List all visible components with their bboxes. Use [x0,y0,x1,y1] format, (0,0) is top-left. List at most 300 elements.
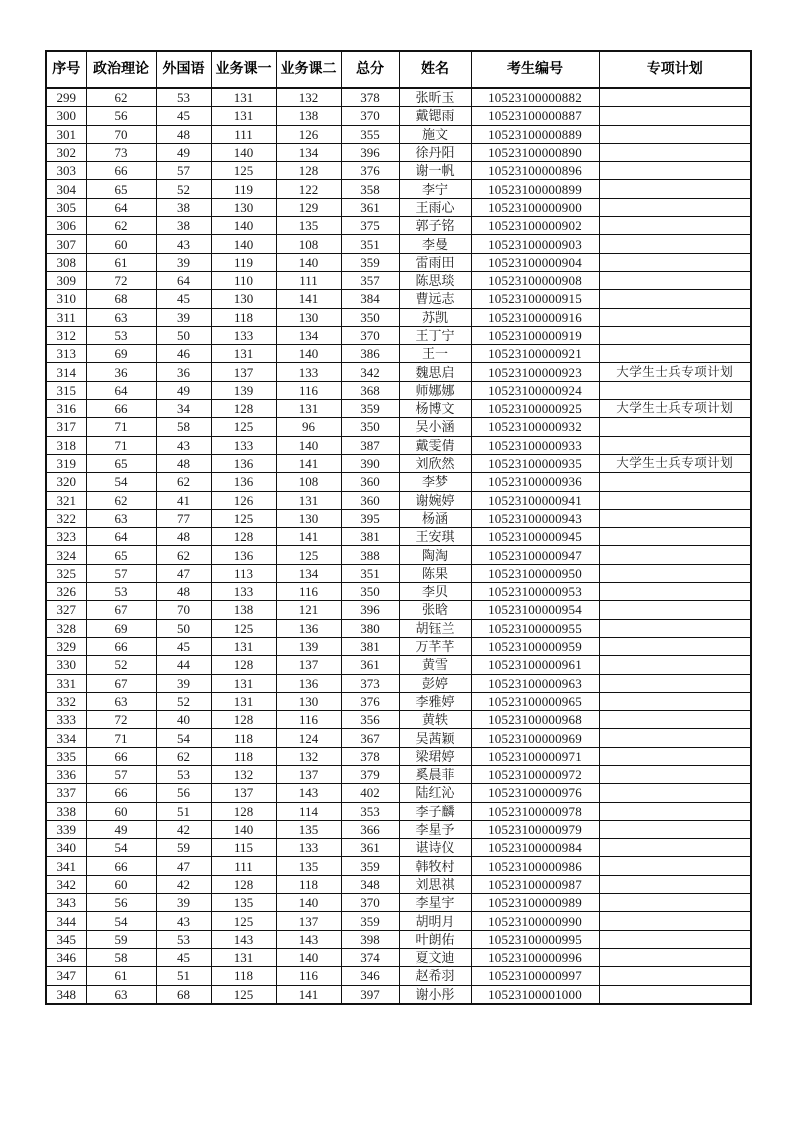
column-header-foreign-language: 外国语 [156,51,211,88]
cell-serial: 301 [46,125,86,143]
cell-total: 387 [341,436,399,454]
cell-total: 367 [341,729,399,747]
table-row [46,326,751,344]
cell-special-plan [599,436,751,454]
table-row [46,747,751,765]
cell-name: 戴锶雨 [399,107,471,125]
cell-course-2: 134 [276,564,341,582]
cell-politics: 66 [86,747,156,765]
table-row [46,345,751,363]
cell-course-2: 108 [276,473,341,491]
cell-candidate-id: 10523100000882 [471,88,599,107]
cell-candidate-id: 10523100000978 [471,802,599,820]
cell-total: 351 [341,564,399,582]
cell-course-1: 140 [211,143,276,161]
cell-foreign-language: 50 [156,619,211,637]
cell-total: 381 [341,528,399,546]
cell-total: 381 [341,637,399,655]
cell-name: 李宁 [399,180,471,198]
cell-foreign-language: 64 [156,271,211,289]
cell-course-1: 131 [211,674,276,692]
table-row [46,546,751,564]
cell-serial: 342 [46,875,86,893]
cell-name: 叶朗佑 [399,930,471,948]
cell-candidate-id: 10523100000935 [471,454,599,472]
cell-candidate-id: 10523100000921 [471,345,599,363]
cell-course-1: 111 [211,857,276,875]
cell-serial: 322 [46,509,86,527]
table-row [46,381,751,399]
cell-politics: 62 [86,491,156,509]
column-header-total: 总分 [341,51,399,88]
cell-course-2: 140 [276,948,341,966]
cell-course-2: 134 [276,326,341,344]
cell-total: 402 [341,784,399,802]
cell-special-plan [599,820,751,838]
cell-foreign-language: 39 [156,308,211,326]
table-row [46,619,751,637]
table-row [46,601,751,619]
table-row [46,308,751,326]
cell-serial: 343 [46,894,86,912]
cell-candidate-id: 10523100000953 [471,583,599,601]
cell-special-plan [599,619,751,637]
cell-course-2: 116 [276,381,341,399]
cell-politics: 71 [86,418,156,436]
cell-course-1: 132 [211,765,276,783]
cell-name: 曹远志 [399,290,471,308]
cell-special-plan [599,857,751,875]
cell-total: 366 [341,820,399,838]
column-header-course-1: 业务课一 [211,51,276,88]
cell-course-2: 124 [276,729,341,747]
cell-foreign-language: 49 [156,143,211,161]
cell-foreign-language: 62 [156,546,211,564]
cell-course-2: 118 [276,875,341,893]
cell-politics: 72 [86,711,156,729]
table-row [46,930,751,948]
cell-foreign-language: 45 [156,290,211,308]
cell-total: 396 [341,143,399,161]
cell-course-2: 96 [276,418,341,436]
cell-course-2: 141 [276,454,341,472]
cell-foreign-language: 57 [156,162,211,180]
cell-special-plan [599,784,751,802]
table-row [46,857,751,875]
cell-candidate-id: 10523100000915 [471,290,599,308]
cell-total: 360 [341,491,399,509]
table-row [46,784,751,802]
cell-foreign-language: 68 [156,985,211,1004]
cell-special-plan [599,802,751,820]
cell-total: 386 [341,345,399,363]
cell-total: 380 [341,619,399,637]
cell-total: 378 [341,88,399,107]
cell-foreign-language: 39 [156,674,211,692]
cell-course-1: 126 [211,491,276,509]
table-row [46,711,751,729]
cell-politics: 62 [86,88,156,107]
cell-special-plan [599,381,751,399]
cell-course-2: 121 [276,601,341,619]
cell-name: 杨涵 [399,509,471,527]
table-row [46,509,751,527]
cell-foreign-language: 53 [156,765,211,783]
cell-total: 346 [341,967,399,985]
table-row [46,162,751,180]
cell-course-1: 137 [211,363,276,381]
cell-politics: 63 [86,985,156,1004]
cell-special-plan [599,894,751,912]
cell-candidate-id: 10523100000887 [471,107,599,125]
cell-politics: 56 [86,894,156,912]
table-row [46,765,751,783]
cell-candidate-id: 10523100000936 [471,473,599,491]
cell-total: 370 [341,894,399,912]
cell-course-2: 141 [276,528,341,546]
cell-serial: 311 [46,308,86,326]
table-row [46,88,751,107]
cell-foreign-language: 44 [156,656,211,674]
cell-candidate-id: 10523100000924 [471,381,599,399]
cell-course-1: 140 [211,217,276,235]
cell-total: 350 [341,418,399,436]
cell-serial: 320 [46,473,86,491]
cell-special-plan [599,491,751,509]
column-header-special-plan: 专项计划 [599,51,751,88]
cell-candidate-id: 10523100000959 [471,637,599,655]
cell-course-2: 131 [276,400,341,418]
table-row [46,125,751,143]
score-table [45,50,752,1005]
cell-name: 黄轶 [399,711,471,729]
cell-course-2: 116 [276,583,341,601]
score-table-container [45,50,752,1005]
cell-course-1: 128 [211,656,276,674]
column-header-serial: 序号 [46,51,86,88]
cell-course-1: 128 [211,400,276,418]
cell-serial: 333 [46,711,86,729]
cell-course-1: 136 [211,473,276,491]
cell-candidate-id: 10523100000961 [471,656,599,674]
table-row [46,143,751,161]
cell-total: 350 [341,308,399,326]
cell-name: 胡钰兰 [399,619,471,637]
cell-politics: 66 [86,400,156,418]
cell-special-plan [599,418,751,436]
cell-course-2: 111 [276,271,341,289]
cell-politics: 54 [86,912,156,930]
cell-candidate-id: 10523100000965 [471,692,599,710]
cell-special-plan [599,162,751,180]
cell-foreign-language: 38 [156,217,211,235]
cell-course-2: 116 [276,711,341,729]
cell-serial: 339 [46,820,86,838]
cell-politics: 66 [86,637,156,655]
cell-politics: 60 [86,235,156,253]
cell-candidate-id: 10523100000943 [471,509,599,527]
cell-name: 梁珺婷 [399,747,471,765]
cell-foreign-language: 49 [156,381,211,399]
cell-serial: 309 [46,271,86,289]
cell-candidate-id: 10523100000925 [471,400,599,418]
cell-course-2: 108 [276,235,341,253]
cell-foreign-language: 51 [156,802,211,820]
cell-course-2: 130 [276,308,341,326]
cell-politics: 54 [86,839,156,857]
cell-serial: 303 [46,162,86,180]
cell-special-plan: 大学生士兵专项计划 [599,400,751,418]
cell-politics: 72 [86,271,156,289]
cell-politics: 66 [86,784,156,802]
cell-course-2: 140 [276,436,341,454]
cell-politics: 57 [86,765,156,783]
cell-name: 李子麟 [399,802,471,820]
cell-serial: 321 [46,491,86,509]
cell-serial: 315 [46,381,86,399]
cell-course-1: 113 [211,564,276,582]
cell-politics: 60 [86,802,156,820]
cell-special-plan [599,473,751,491]
cell-course-1: 128 [211,711,276,729]
cell-special-plan: 大学生士兵专项计划 [599,363,751,381]
cell-course-2: 141 [276,290,341,308]
cell-name: 李星宇 [399,894,471,912]
cell-candidate-id: 10523100000971 [471,747,599,765]
cell-foreign-language: 43 [156,912,211,930]
cell-name: 王安琪 [399,528,471,546]
cell-course-2: 128 [276,162,341,180]
cell-serial: 318 [46,436,86,454]
cell-name: 张昕玉 [399,88,471,107]
cell-total: 398 [341,930,399,948]
cell-foreign-language: 58 [156,418,211,436]
cell-name: 胡明月 [399,912,471,930]
cell-course-1: 133 [211,436,276,454]
cell-foreign-language: 45 [156,637,211,655]
cell-course-1: 131 [211,948,276,966]
cell-foreign-language: 48 [156,528,211,546]
cell-special-plan [599,528,751,546]
cell-foreign-language: 43 [156,436,211,454]
cell-course-2: 140 [276,345,341,363]
cell-special-plan [599,253,751,271]
cell-politics: 58 [86,948,156,966]
cell-course-1: 131 [211,88,276,107]
cell-course-2: 141 [276,985,341,1004]
cell-name: 徐丹阳 [399,143,471,161]
cell-name: 戴雯倩 [399,436,471,454]
cell-special-plan [599,180,751,198]
cell-course-1: 133 [211,583,276,601]
cell-name: 彭婷 [399,674,471,692]
cell-special-plan [599,656,751,674]
cell-special-plan [599,692,751,710]
cell-course-2: 132 [276,747,341,765]
cell-politics: 66 [86,857,156,875]
cell-special-plan [599,345,751,363]
cell-foreign-language: 70 [156,601,211,619]
cell-serial: 313 [46,345,86,363]
table-row [46,473,751,491]
cell-course-2: 139 [276,637,341,655]
cell-politics: 63 [86,308,156,326]
cell-serial: 336 [46,765,86,783]
table-row [46,528,751,546]
cell-course-1: 118 [211,729,276,747]
cell-politics: 36 [86,363,156,381]
cell-candidate-id: 10523100000976 [471,784,599,802]
cell-course-2: 136 [276,674,341,692]
cell-name: 师娜娜 [399,381,471,399]
cell-candidate-id: 10523100000954 [471,601,599,619]
cell-total: 374 [341,948,399,966]
table-row [46,271,751,289]
cell-special-plan: 大学生士兵专项计划 [599,454,751,472]
cell-candidate-id: 10523100000933 [471,436,599,454]
cell-foreign-language: 41 [156,491,211,509]
cell-foreign-language: 62 [156,473,211,491]
cell-special-plan [599,509,751,527]
table-row [46,967,751,985]
cell-foreign-language: 50 [156,326,211,344]
cell-candidate-id: 10523100000923 [471,363,599,381]
table-row [46,912,751,930]
table-row [46,290,751,308]
cell-serial: 319 [46,454,86,472]
cell-candidate-id: 10523100000932 [471,418,599,436]
cell-special-plan [599,729,751,747]
cell-foreign-language: 45 [156,948,211,966]
cell-total: 353 [341,802,399,820]
cell-course-2: 133 [276,839,341,857]
cell-candidate-id: 10523100000903 [471,235,599,253]
cell-serial: 312 [46,326,86,344]
cell-total: 397 [341,985,399,1004]
table-row [46,656,751,674]
cell-candidate-id: 10523100000995 [471,930,599,948]
cell-name: 郭子铭 [399,217,471,235]
cell-name: 王一 [399,345,471,363]
table-body [46,88,751,1004]
cell-politics: 65 [86,454,156,472]
cell-candidate-id: 10523100000969 [471,729,599,747]
cell-course-1: 131 [211,692,276,710]
cell-serial: 316 [46,400,86,418]
cell-total: 368 [341,381,399,399]
table-row [46,692,751,710]
cell-course-2: 140 [276,253,341,271]
cell-politics: 60 [86,875,156,893]
cell-name: 吴茜颖 [399,729,471,747]
cell-total: 388 [341,546,399,564]
cell-course-2: 130 [276,509,341,527]
cell-course-1: 125 [211,912,276,930]
cell-total: 379 [341,765,399,783]
cell-serial: 305 [46,198,86,216]
cell-politics: 62 [86,217,156,235]
cell-course-1: 119 [211,180,276,198]
cell-name: 王雨心 [399,198,471,216]
cell-candidate-id: 10523100000919 [471,326,599,344]
cell-course-1: 125 [211,985,276,1004]
cell-foreign-language: 59 [156,839,211,857]
cell-candidate-id: 10523100000996 [471,948,599,966]
cell-name: 李贝 [399,583,471,601]
cell-serial: 338 [46,802,86,820]
cell-name: 施文 [399,125,471,143]
cell-course-1: 130 [211,198,276,216]
cell-politics: 49 [86,820,156,838]
cell-special-plan [599,217,751,235]
cell-serial: 326 [46,583,86,601]
cell-politics: 70 [86,125,156,143]
cell-total: 359 [341,912,399,930]
cell-serial: 304 [46,180,86,198]
cell-politics: 54 [86,473,156,491]
cell-course-2: 134 [276,143,341,161]
cell-total: 351 [341,235,399,253]
cell-foreign-language: 38 [156,198,211,216]
cell-foreign-language: 47 [156,564,211,582]
cell-total: 361 [341,198,399,216]
cell-foreign-language: 36 [156,363,211,381]
cell-total: 342 [341,363,399,381]
cell-course-1: 111 [211,125,276,143]
cell-candidate-id: 10523100000945 [471,528,599,546]
cell-foreign-language: 43 [156,235,211,253]
cell-course-1: 128 [211,875,276,893]
cell-foreign-language: 48 [156,454,211,472]
cell-candidate-id: 10523100000900 [471,198,599,216]
cell-special-plan [599,948,751,966]
cell-foreign-language: 51 [156,967,211,985]
cell-total: 396 [341,601,399,619]
cell-name: 雷雨田 [399,253,471,271]
cell-total: 384 [341,290,399,308]
cell-serial: 341 [46,857,86,875]
cell-special-plan [599,326,751,344]
cell-candidate-id: 10523100000950 [471,564,599,582]
cell-special-plan [599,308,751,326]
cell-name: 陈思琰 [399,271,471,289]
cell-course-1: 115 [211,839,276,857]
cell-special-plan [599,747,751,765]
table-row [46,583,751,601]
cell-candidate-id: 10523100000899 [471,180,599,198]
cell-special-plan [599,271,751,289]
cell-name: 刘欣然 [399,454,471,472]
cell-special-plan [599,107,751,125]
cell-politics: 61 [86,967,156,985]
cell-foreign-language: 62 [156,747,211,765]
cell-politics: 64 [86,528,156,546]
cell-politics: 64 [86,198,156,216]
cell-name: 赵希羽 [399,967,471,985]
cell-total: 359 [341,400,399,418]
cell-serial: 310 [46,290,86,308]
cell-total: 359 [341,857,399,875]
cell-special-plan [599,143,751,161]
cell-foreign-language: 42 [156,875,211,893]
cell-candidate-id: 10523100000990 [471,912,599,930]
cell-course-1: 125 [211,162,276,180]
cell-course-1: 125 [211,509,276,527]
cell-special-plan [599,546,751,564]
table-row [46,839,751,857]
cell-special-plan [599,290,751,308]
cell-total: 348 [341,875,399,893]
